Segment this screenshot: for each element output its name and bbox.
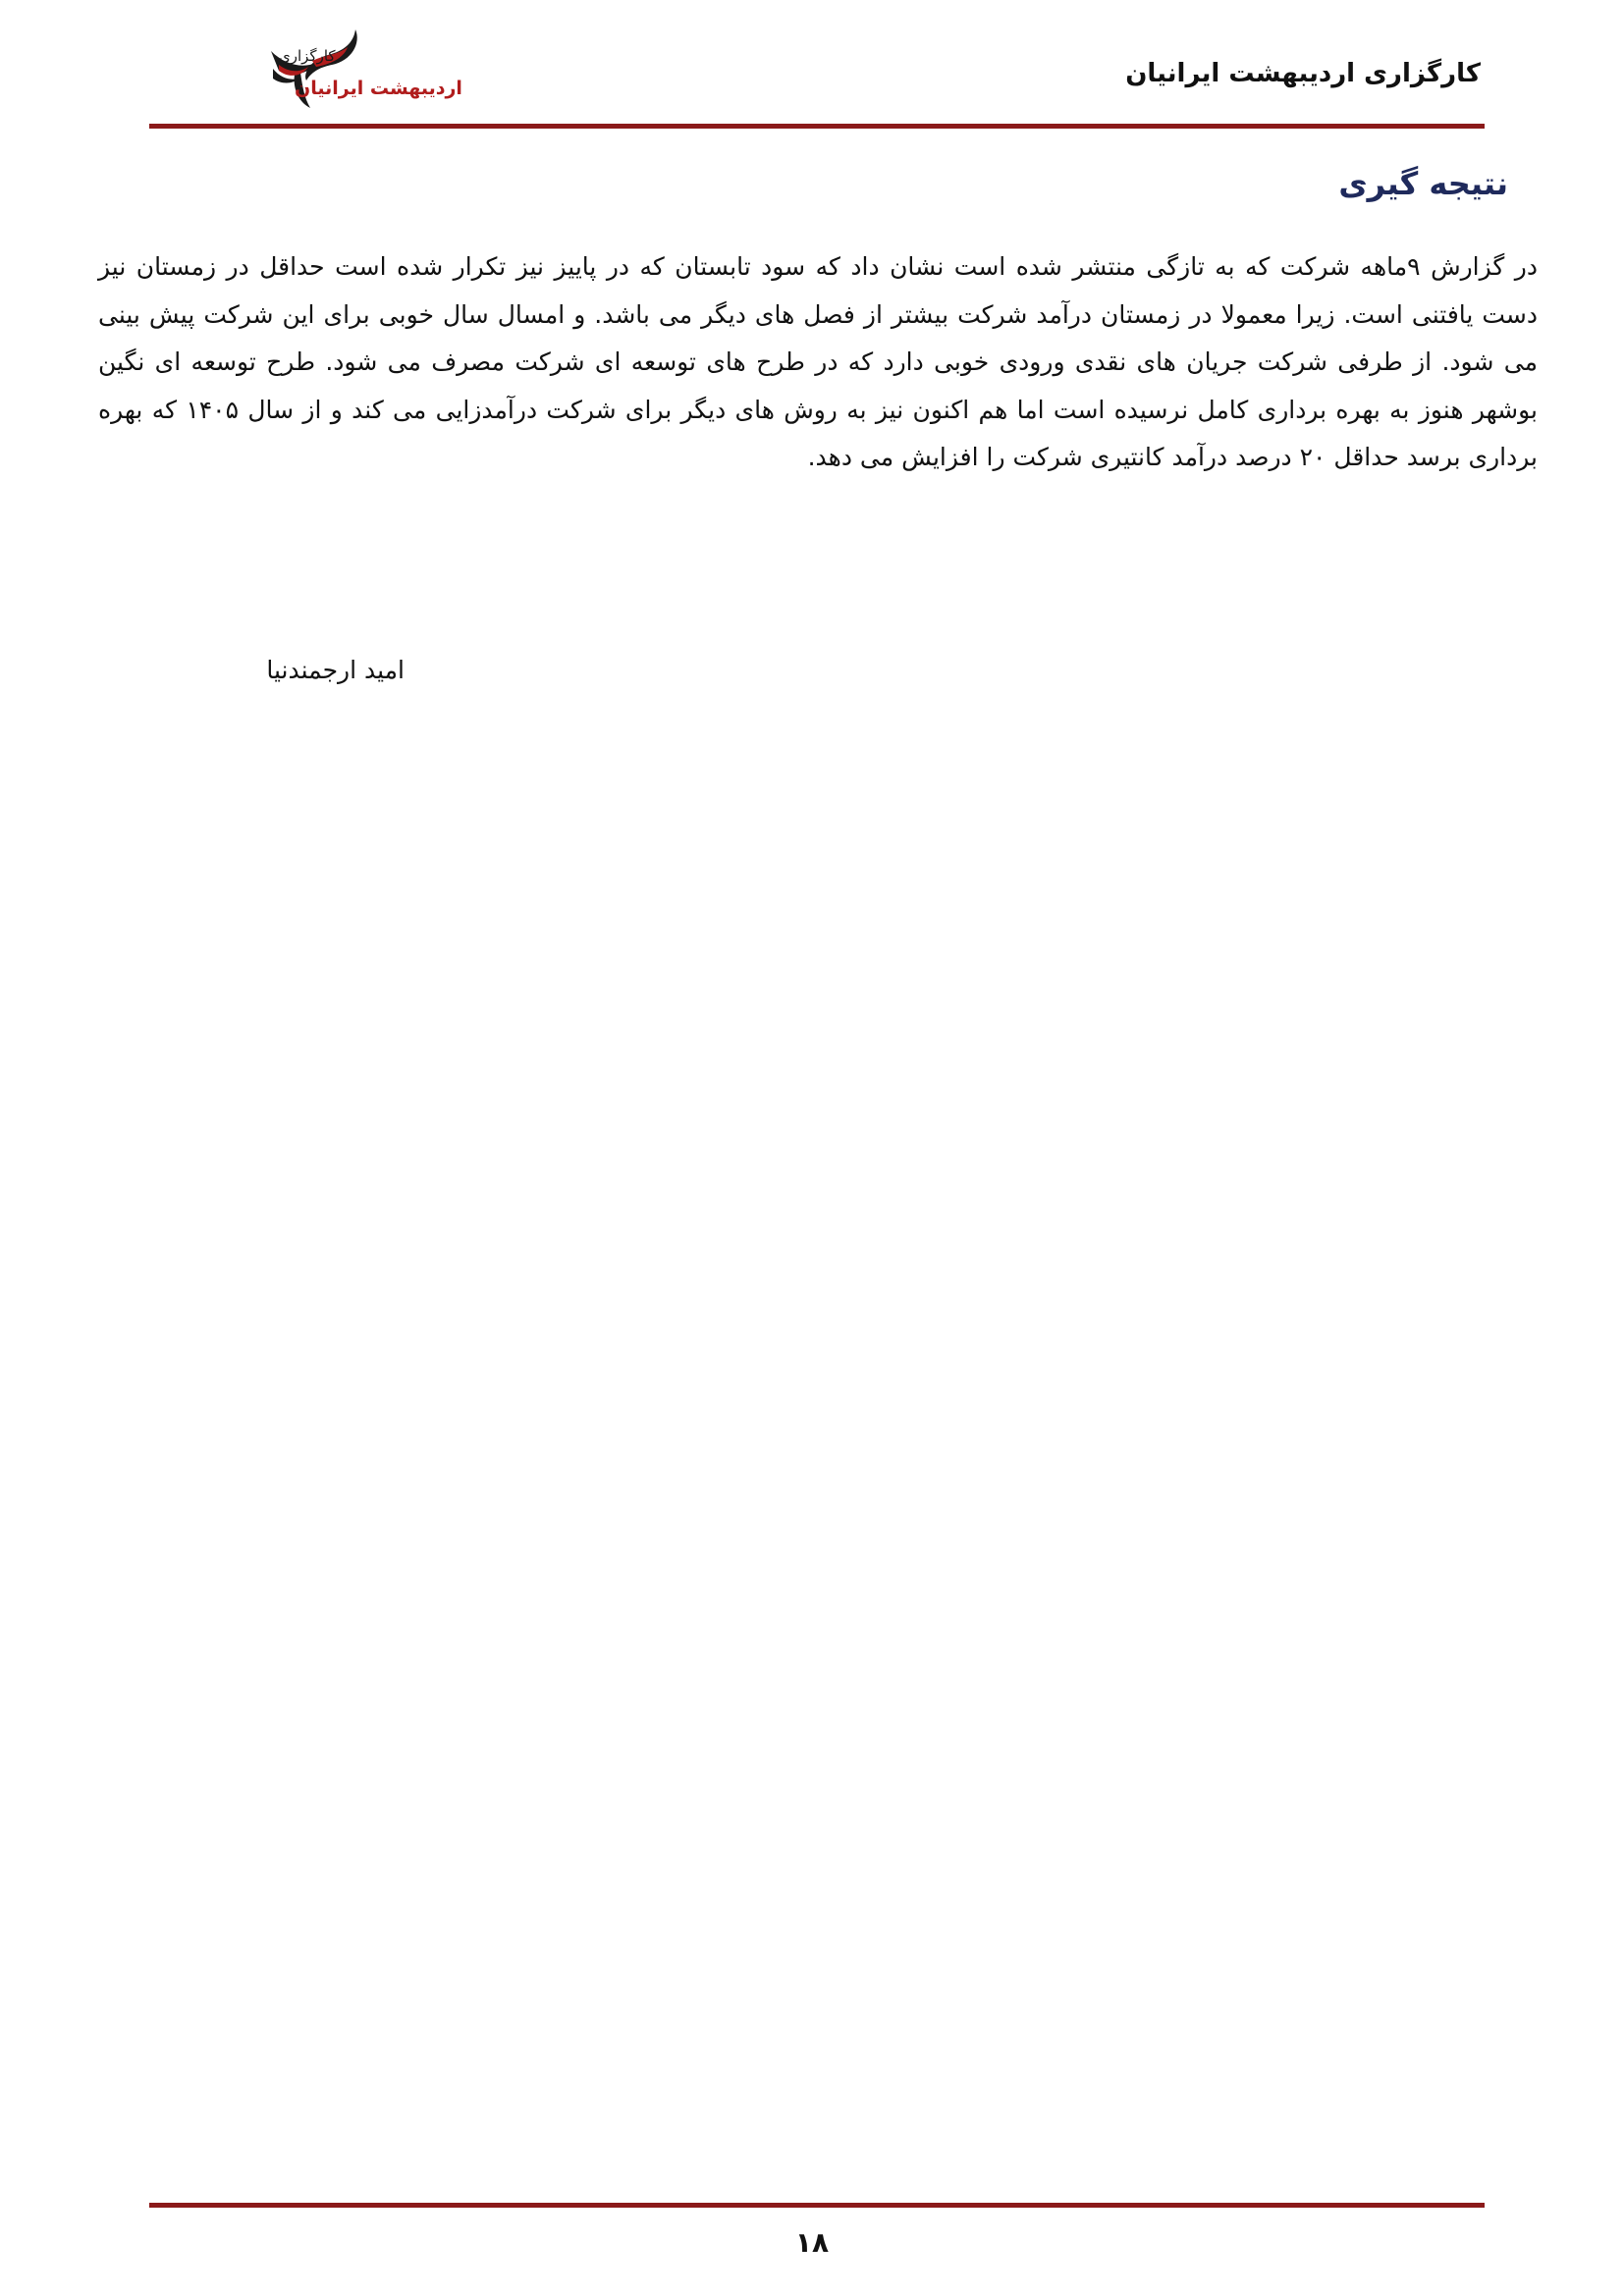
page-number: ۱۸ — [794, 2226, 830, 2259]
footer-divider — [149, 2203, 1485, 2208]
company-logo — [155, 22, 462, 116]
bull-horns-logo-icon — [155, 22, 462, 116]
conclusion-paragraph: در گزارش ۹ماهه شرکت که به تازگی منتشر شده است نشان داد که سود تابستان که در پاییز نیز تکرار شده است حداقل در زمستان نیز دست یافتنی است. زیرا معمولا در زمستان درآمد شرکت بیشتر از فصل های دیگر می باشد. و امسال سال خوبی برای این شرکت پیش بینی می شود. از طرفی شرکت جریان های نقدی ورودی خوبی دارد که در طرح های توسعه ای شرکت مصرف می شود. طرح توسعه ای نگین بوشهر هنوز به بهره برداری کامل نرسیده است اما هم اکنون نیز به روش های دیگر برای شرکت درآمدزایی می کند و از سال ۱۴۰۵ که بهره برداری برسد حداقل ۲۰ درصد درآمد کانتیری شرکت را افزایش می دهد. — [98, 252, 1538, 471]
author-name: امید ارجمندنیا — [266, 656, 405, 684]
logo-line2: اردیبهشت ایرانیان — [295, 78, 462, 99]
logo-line1: کارگزاری — [279, 47, 336, 65]
section-heading: نتیجه گیری — [1338, 165, 1508, 202]
header-divider — [149, 124, 1485, 129]
header-title: کارگزاری اردیبهشت ایرانیان — [1125, 59, 1481, 88]
